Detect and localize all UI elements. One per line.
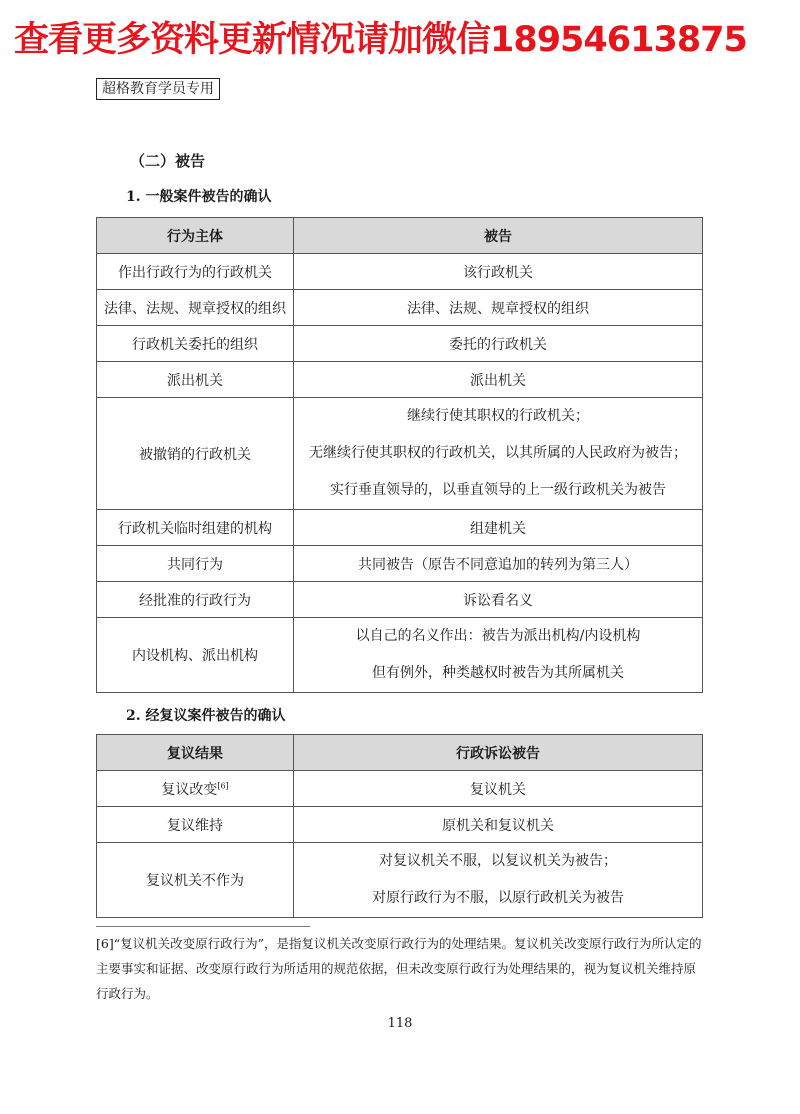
watermark-banner: 查看更多资料更新情况请加微信18954613875 bbox=[14, 20, 747, 60]
defendant-line: 对原行政行为不服，以原行政机关为被告 bbox=[372, 890, 624, 906]
table-row bbox=[97, 843, 703, 918]
row-defendant: 组建机关 bbox=[294, 510, 703, 546]
table-header-row bbox=[97, 218, 703, 254]
table-row bbox=[97, 771, 703, 807]
table-row bbox=[97, 582, 703, 618]
row-subject: 经批准的行政行为 bbox=[97, 582, 294, 618]
table-header-row bbox=[97, 735, 703, 771]
header-defendant: 被告 bbox=[294, 218, 703, 254]
row-defendant: 共同被告（原告不同意追加的转列为第三人） bbox=[294, 546, 703, 582]
result-label: 复议改变 bbox=[161, 781, 218, 798]
table-row bbox=[97, 807, 703, 843]
table-row bbox=[97, 362, 703, 398]
table-row bbox=[97, 546, 703, 582]
section-title: （二）被告 bbox=[130, 152, 206, 170]
footnote-ref: [6] bbox=[217, 780, 229, 790]
defendant-line: 继续行使其职权的行政机关； bbox=[407, 408, 589, 424]
defendant-line: 实行垂直领导的，以垂直领导的上一级行政机关为被告 bbox=[330, 482, 666, 498]
row-defendant: 诉讼看名义 bbox=[294, 582, 703, 618]
row-subject: 法律、法规、规章授权的组织 bbox=[97, 290, 294, 326]
row-defendant: 派出机关 bbox=[294, 362, 703, 398]
row-subject: 行政机关委托的组织 bbox=[97, 326, 294, 362]
table-row bbox=[97, 510, 703, 546]
header-defendant: 行政诉讼被告 bbox=[294, 735, 703, 771]
row-subject: 派出机关 bbox=[97, 362, 294, 398]
row-result bbox=[97, 771, 294, 807]
row-defendant: 原机关和复议机关 bbox=[294, 807, 703, 843]
row-subject: 被撤销的行政机关 bbox=[97, 398, 294, 510]
table-row bbox=[97, 254, 703, 290]
row-subject: 共同行为 bbox=[97, 546, 294, 582]
page-number: 118 bbox=[387, 1016, 413, 1031]
row-defendant: 法律、法规、规章授权的组织 bbox=[294, 290, 703, 326]
table-row bbox=[97, 618, 703, 693]
row-subject: 作出行政行为的行政机关 bbox=[97, 254, 294, 290]
subsection-title-reconsideration: 2. 经复议案件被告的确认 bbox=[126, 708, 286, 724]
table-row bbox=[97, 398, 703, 510]
row-subject: 行政机关临时组建的机构 bbox=[97, 510, 294, 546]
subsection-title-general: 1. 一般案件被告的确认 bbox=[126, 189, 272, 205]
row-defendant bbox=[294, 618, 703, 693]
row-result: 复议维持 bbox=[97, 807, 294, 843]
row-defendant bbox=[294, 843, 703, 918]
footnote: [6]“复议机关改变原行政行为”，是指复议机关改变原行政行为的处理结果。复议机关改变原行政行为所认定的主要事实和证据、改变原行政行为所适用的规范依据，但未改变原行政行为处理结果的，视为复议机关维持原行政行为。 bbox=[96, 936, 702, 1001]
row-result: 复议机关不作为 bbox=[97, 843, 294, 918]
row-defendant bbox=[294, 398, 703, 510]
defendant-line: 无继续行使其职权的行政机关，以其所属的人民政府为被告； bbox=[309, 445, 687, 461]
row-subject: 内设机构、派出机构 bbox=[97, 618, 294, 693]
footnote-divider bbox=[96, 926, 310, 927]
header-subject: 行为主体 bbox=[97, 218, 294, 254]
defendant-table-reconsideration bbox=[96, 734, 703, 918]
defendant-line: 但有例外，种类越权时被告为其所属机关 bbox=[372, 665, 624, 681]
defendant-line: 对复议机关不服，以复议机关为被告； bbox=[379, 853, 617, 869]
row-defendant: 复议机关 bbox=[294, 771, 703, 807]
header-result: 复议结果 bbox=[97, 735, 294, 771]
table-row bbox=[97, 290, 703, 326]
defendant-line: 以自己的名义作出：被告为派出机构/内设机构 bbox=[355, 628, 641, 644]
defendant-table-general bbox=[96, 217, 703, 693]
row-defendant: 该行政机关 bbox=[294, 254, 703, 290]
student-only-tag: 超格教育学员专用 bbox=[96, 78, 220, 100]
row-defendant: 委托的行政机关 bbox=[294, 326, 703, 362]
table-row bbox=[97, 326, 703, 362]
